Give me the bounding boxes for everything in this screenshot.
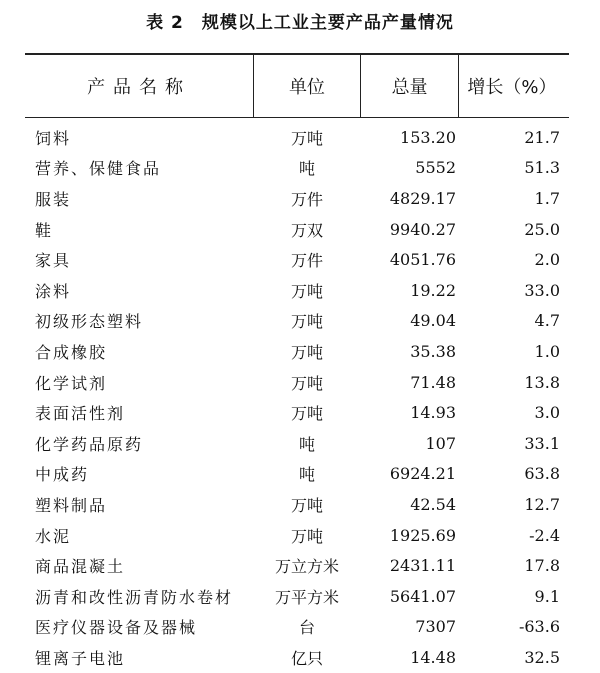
- cell-growth: 2.0: [534, 250, 560, 270]
- cell-total: 7307: [415, 617, 456, 637]
- cell-product: 化学试剂: [35, 373, 108, 393]
- header-growth: 增长（%）: [458, 55, 569, 117]
- table-row: [25, 612, 569, 643]
- cell-total: 107: [425, 433, 456, 453]
- cell-product: 锂离子电池: [35, 648, 126, 668]
- cell-unit: 万立方米: [274, 557, 339, 577]
- cell-unit: 台: [298, 618, 315, 638]
- cell-total: 35.38: [410, 341, 456, 361]
- table-row: [25, 183, 569, 214]
- table-row: [25, 214, 569, 245]
- cell-growth: 51.3: [524, 158, 560, 178]
- cell-total: 71.48: [410, 372, 456, 392]
- cell-unit: 万平方米: [274, 587, 339, 607]
- header-product: 产品名称: [87, 77, 192, 98]
- cell-product: 家具: [35, 251, 72, 271]
- cell-total: 42.54: [410, 494, 456, 514]
- table-header: [25, 55, 569, 118]
- table-body: [25, 118, 569, 673]
- cell-total: 5552: [415, 158, 456, 178]
- cell-growth: 25.0: [524, 219, 560, 239]
- table-row: [25, 336, 569, 367]
- cell-product: 沥青和改性沥青防水卷材: [35, 587, 234, 607]
- table-row: [25, 642, 569, 673]
- table-row: [25, 367, 569, 398]
- cell-total: 14.48: [410, 647, 456, 667]
- cell-growth: 13.8: [524, 372, 560, 392]
- cell-product: 医疗仪器设备及器械: [35, 618, 198, 638]
- cell-product: 中成药: [35, 465, 90, 485]
- cell-growth: 1.0: [534, 341, 560, 361]
- cell-product: 服装: [35, 189, 72, 209]
- cell-total: 49.04: [410, 311, 456, 331]
- table-title: 表 2 规模以上工业主要产品产量情况: [146, 13, 454, 33]
- cell-product: 商品混凝土: [35, 557, 126, 577]
- cell-total: 4829.17: [389, 188, 456, 208]
- cell-total: 2431.11: [389, 556, 456, 576]
- cell-growth: 63.8: [524, 464, 560, 484]
- cell-total: 9940.27: [389, 219, 456, 239]
- cell-unit: 吨: [298, 434, 315, 454]
- cell-product: 饲料: [35, 128, 72, 148]
- cell-unit: 吨: [298, 159, 315, 179]
- cell-unit: 万吨: [290, 373, 323, 393]
- cell-total: 1925.69: [389, 525, 456, 545]
- cell-unit: 万吨: [290, 281, 323, 301]
- cell-product: 鞋: [35, 220, 54, 240]
- cell-total: 5641.07: [389, 586, 456, 606]
- cell-product: 化学药品原药: [35, 434, 144, 454]
- cell-unit: 万吨: [290, 312, 323, 332]
- cell-total: 19.22: [410, 280, 456, 300]
- table-row: [25, 244, 569, 275]
- cell-product: 表面活性剂: [35, 404, 126, 424]
- cell-product: 涂料: [35, 281, 72, 301]
- cell-unit: 亿只: [290, 648, 323, 668]
- production-table: [25, 53, 569, 673]
- cell-product: 塑料制品: [35, 495, 108, 515]
- table-row: [25, 459, 569, 490]
- cell-growth: 32.5: [524, 647, 560, 667]
- cell-total: 4051.76: [389, 250, 456, 270]
- cell-growth: 9.1: [534, 586, 560, 606]
- cell-product: 营养、保健食品: [35, 159, 162, 179]
- cell-growth: 4.7: [534, 311, 560, 331]
- header-total: 总量: [360, 55, 459, 117]
- table-row: [25, 520, 569, 551]
- table-row: [25, 275, 569, 306]
- cell-total: 14.93: [410, 403, 456, 423]
- cell-unit: 万吨: [290, 404, 323, 424]
- table-row: [25, 550, 569, 581]
- cell-unit: 万吨: [290, 526, 323, 546]
- cell-product: 水泥: [35, 526, 72, 546]
- cell-growth: 21.7: [524, 127, 560, 147]
- cell-product: 合成橡胶: [35, 342, 108, 362]
- cell-growth: 3.0: [534, 403, 560, 423]
- cell-unit: 万件: [290, 189, 323, 209]
- cell-product: 初级形态塑料: [35, 312, 144, 332]
- table-row: [25, 306, 569, 337]
- cell-unit: 万件: [290, 251, 323, 271]
- cell-total: 6924.21: [389, 464, 456, 484]
- cell-growth: -63.6: [518, 617, 560, 637]
- table-row: [25, 581, 569, 612]
- cell-unit: 吨: [298, 465, 315, 485]
- cell-growth: 12.7: [524, 494, 560, 514]
- cell-total: 153.20: [400, 127, 456, 147]
- table-row: [25, 428, 569, 459]
- table-row: [25, 489, 569, 520]
- header-unit: 单位: [253, 55, 360, 117]
- cell-unit: 万吨: [290, 342, 323, 362]
- cell-growth: 17.8: [524, 556, 560, 576]
- cell-unit: 万吨: [290, 495, 323, 515]
- table-row: [25, 122, 569, 153]
- table-row: [25, 153, 569, 184]
- table-row: [25, 397, 569, 428]
- cell-growth: 33.1: [524, 433, 560, 453]
- cell-unit: 万双: [290, 220, 323, 240]
- cell-growth: 1.7: [534, 188, 560, 208]
- cell-growth: -2.4: [529, 525, 560, 545]
- cell-unit: 万吨: [290, 128, 323, 148]
- cell-growth: 33.0: [524, 280, 560, 300]
